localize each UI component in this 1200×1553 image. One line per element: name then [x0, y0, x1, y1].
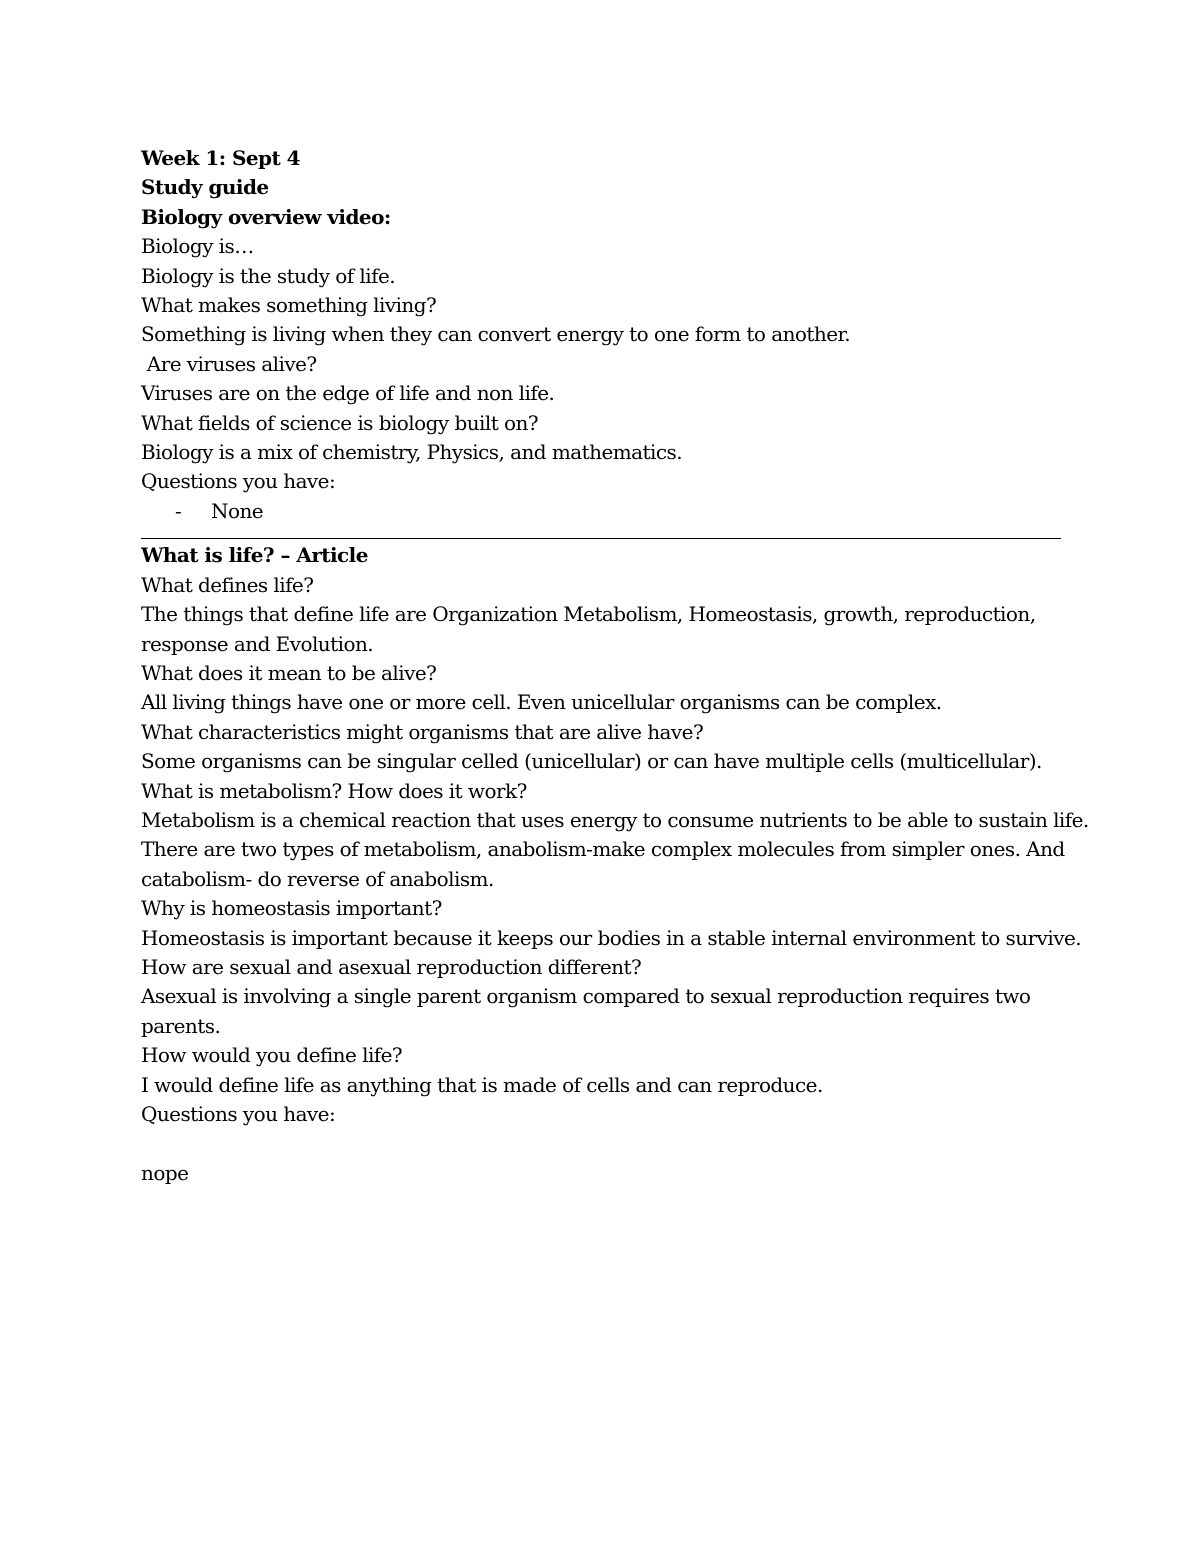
video-section-heading: Biology overview video: [141, 204, 391, 229]
text-line: What characteristics might organisms that are alive have? [141, 719, 704, 744]
text-line: Why is homeostasis important? [141, 896, 442, 921]
text-line: Biology is a mix of chemistry, Physics, and mathematics. [141, 440, 683, 465]
final-answer: nope [141, 1160, 189, 1185]
text-line: I would define life as anything that is made of cells and can reproduce. [141, 1072, 823, 1097]
text-line: Metabolism is a chemical reaction that uses energy to consume nutrients to be able to sustain life. [141, 807, 1089, 832]
text-line: Homeostasis is important because it keeps our bodies in a stable internal environment to survive. [141, 925, 1082, 950]
text-line: Questions you have: [141, 469, 336, 494]
text-line: catabolism- do reverse of anabolism. [141, 866, 494, 891]
text-line: There are two types of metabolism, anabolism-make complex molecules from simpler ones. And [141, 837, 1065, 862]
text-line: Some organisms can be singular celled (unicellular) or can have multiple cells (multicellular). [141, 749, 1042, 774]
bullet-text: None [211, 498, 264, 523]
text-line: parents. [141, 1013, 221, 1038]
text-line: How are sexual and asexual reproduction different? [141, 954, 642, 979]
document-page [141, 144, 1089, 1188]
text-line: All living things have one or more cell. Even unicellular organisms can be complex. [141, 690, 942, 715]
week-heading: Week 1: Sept 4 [141, 146, 300, 170]
text-line: Asexual is involving a single parent organism compared to sexual reproduction requires two [141, 984, 1031, 1009]
text-line: Viruses are on the edge of life and non life. [141, 381, 555, 406]
text-line: Something is living when they can convert energy to one form to another. [141, 322, 851, 347]
text-line: What makes something living? [141, 293, 437, 318]
text-line: Questions you have: [141, 1102, 336, 1126]
text-line: What defines life? [141, 572, 314, 597]
text-line: What is metabolism? How does it work? [141, 778, 527, 803]
study-guide-heading: Study guide [141, 175, 269, 200]
bullet-item [141, 497, 1066, 526]
text-line: Biology is… [141, 234, 254, 259]
blank-line [141, 1129, 1066, 1158]
bullet-dash: - [175, 498, 182, 523]
text-line: response and Evolution. [141, 631, 374, 656]
horizontal-rule [141, 538, 1061, 539]
text-line: How would you define life? [141, 1043, 403, 1068]
text-line: What fields of science is biology built on? [141, 410, 539, 435]
text-line: What does it mean to be alive? [141, 660, 437, 685]
text-line: The things that define life are Organization Metabolism, Homeostasis, growth, reproduction, [141, 602, 1036, 627]
article-heading: What is life? – Article [141, 543, 368, 568]
text-line: Are viruses alive? [141, 351, 317, 376]
text-line: Biology is the study of life. [141, 263, 396, 288]
